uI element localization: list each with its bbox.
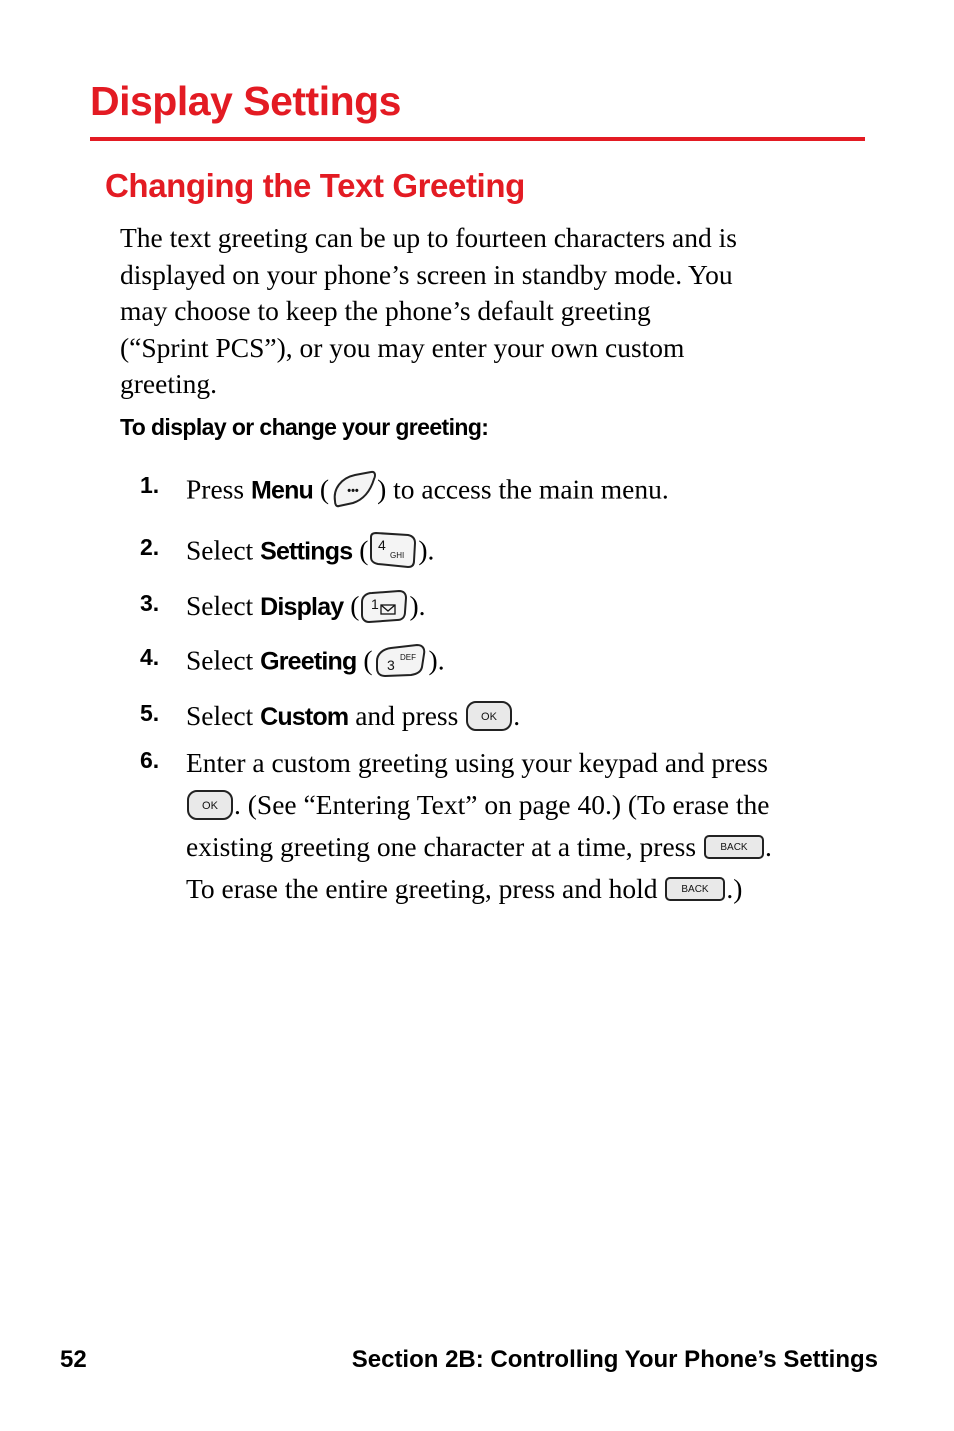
step-number: 5.: [140, 700, 160, 726]
intro-line: may choose to keep the phone’s default greeting: [120, 295, 651, 327]
ok-key-label: OK: [202, 799, 218, 812]
intro-line: The text greeting can be up to fourteen characters and is: [120, 222, 737, 253]
step-text: Select: [186, 590, 261, 621]
step-text: Select: [186, 534, 261, 566]
intro-paragraph: [120, 220, 855, 403]
step-text: and press: [348, 700, 466, 731]
menu-key-icon: [329, 469, 377, 509]
step-number: 4.: [140, 644, 160, 670]
key-4-icon: [368, 531, 418, 569]
step-text: Enter a custom greeting using your keypad and press: [186, 747, 768, 778]
step-text: Select: [186, 700, 261, 731]
step-text: (: [343, 590, 360, 621]
intro-line: (“Sprint PCS”), or you may enter your own custom: [120, 331, 685, 363]
key-letters: DEF: [399, 653, 416, 662]
step-number: 6.: [140, 747, 160, 773]
step-number: 1.: [140, 472, 160, 498]
key-letters: GHI: [390, 551, 405, 560]
key-number: 4: [378, 537, 387, 553]
step-number: 2.: [140, 534, 160, 560]
step-text: ).: [418, 534, 435, 566]
title-rule: [90, 137, 865, 141]
step-keyword: Menu: [250, 476, 314, 505]
section-subtitle: Changing the Text Greeting: [105, 167, 525, 204]
step-keyword: Custom: [260, 703, 349, 731]
ok-key-label: OK: [481, 710, 498, 723]
key-3-icon: [373, 641, 429, 679]
step-keyword: Greeting: [260, 647, 357, 676]
step-number: 3.: [140, 590, 160, 616]
step-text: Select: [186, 644, 261, 676]
menu-key-glyph: •••: [347, 485, 359, 497]
section-footer: Section 2B: Controlling Your Phone’s Settings: [351, 1346, 878, 1373]
intro-line: displayed on your phone’s screen in standby mode. You: [120, 258, 733, 290]
step-text: .: [764, 831, 772, 862]
key-number: 1: [371, 595, 380, 612]
step-text: (: [352, 534, 369, 566]
step-text: To erase the entire greeting, press and hold: [186, 873, 665, 904]
key-1-voicemail-icon: [359, 588, 409, 624]
step-text: (: [356, 644, 373, 676]
ok-key-icon: [465, 700, 513, 732]
instructions-lead: To display or change your greeting:: [120, 414, 489, 440]
step-text: ).: [428, 644, 445, 676]
ok-key-icon: [186, 789, 234, 821]
step-text: Press: [186, 473, 251, 505]
step-keyword: Settings: [260, 537, 353, 566]
step-text: .: [513, 700, 521, 731]
back-key-icon: [703, 834, 765, 860]
step-text: existing greeting one character at a time, press: [186, 831, 703, 862]
back-key-label: BACK: [720, 841, 748, 853]
step-text: ) to access the main menu.: [377, 473, 669, 505]
page-number: 52: [60, 1346, 87, 1373]
page-title: Display Settings: [90, 78, 401, 124]
back-key-label: BACK: [681, 883, 710, 895]
step-text: (: [313, 473, 330, 505]
step-keyword: Display: [260, 593, 344, 621]
step-text: ).: [409, 590, 426, 621]
back-key-icon: [664, 876, 726, 902]
step-text: .): [726, 873, 743, 904]
step-text: . (See “Entering Text” on page 40.) (To erase the: [234, 789, 770, 820]
intro-line: greeting.: [120, 368, 217, 400]
key-number: 3: [386, 657, 395, 673]
